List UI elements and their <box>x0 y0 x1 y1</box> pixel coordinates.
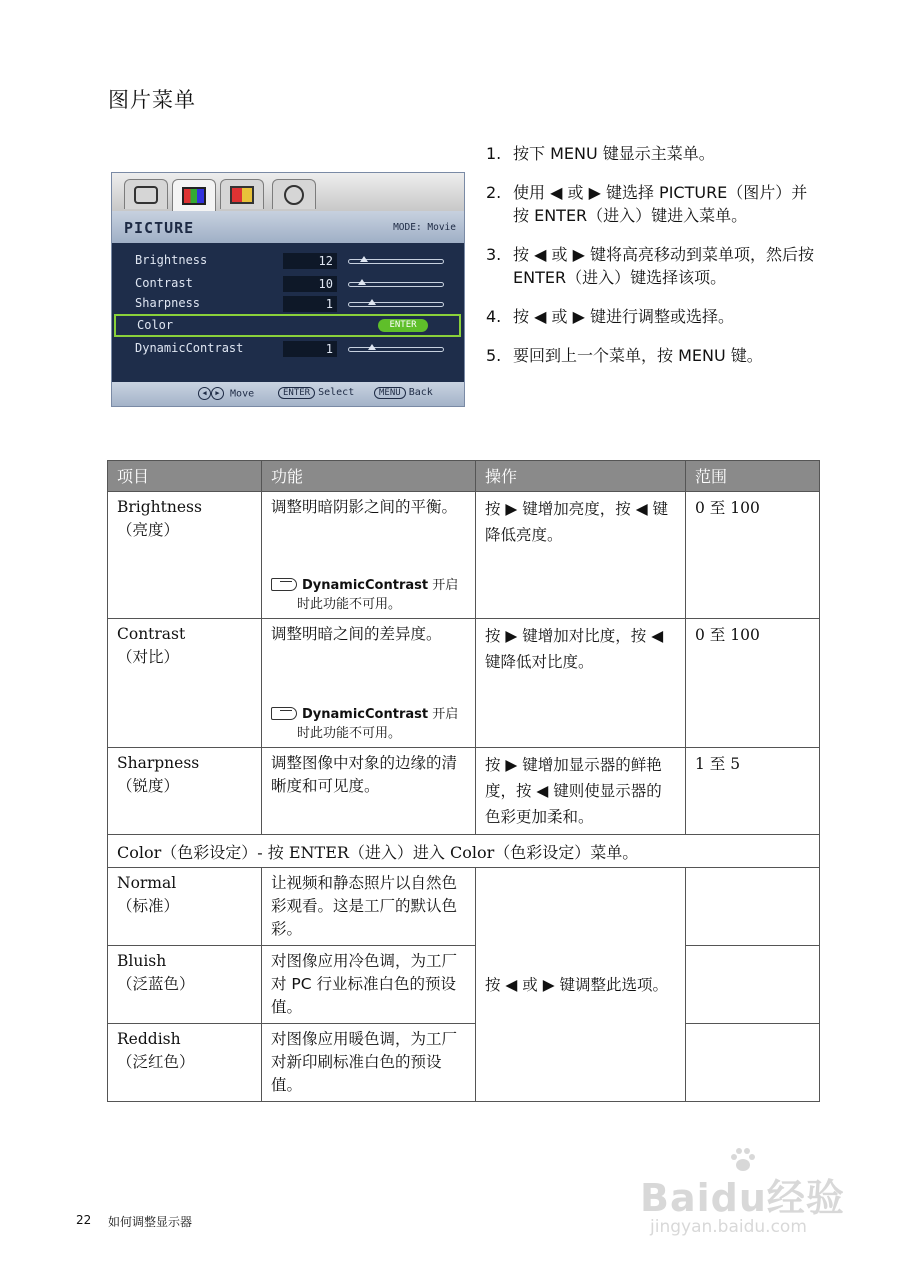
function-cell <box>262 619 476 748</box>
function-cell: 让视频和静态照片以自然色彩观看。这是工厂的默认色彩。 <box>262 868 476 946</box>
table-row-color-section <box>108 835 820 868</box>
step-item <box>486 305 816 328</box>
instruction-steps <box>486 142 816 383</box>
note-text-line2: 时此功能不可用。 <box>297 726 402 741</box>
footer-section-title: 如何调整显示器 <box>108 1215 193 1229</box>
step-item <box>486 243 816 289</box>
operation-cell: 按 ▶ 键增加对比度，按 ◀ 键降低对比度。 <box>476 619 686 748</box>
osd-row-contrast <box>112 274 464 294</box>
osd-row-label: Sharpness <box>135 296 201 310</box>
watermark-url: jingyan.baidu.com <box>650 1217 807 1237</box>
osd-row-label: Brightness <box>135 253 208 267</box>
color-section-cell: Color（色彩设定）- 按 ENTER（进入）进入 Color（色彩设定）菜单。 <box>108 835 820 868</box>
osd-enter-badge: ENTER <box>378 319 428 332</box>
picture-tab-icon <box>172 179 216 212</box>
osd-row-color <box>114 314 461 337</box>
operation-cell: 按 ▶ 键增加显示器的鲜艳度，按 ◀ 键则使显示器的色彩更加柔和。 <box>476 748 686 835</box>
item-name: Normal <box>117 874 177 892</box>
menu-button-icon: MENU <box>374 387 406 399</box>
table-row <box>108 748 820 835</box>
item-name: Brightness <box>117 498 202 516</box>
page-title: 图片菜单 <box>108 88 196 112</box>
item-name-cn: （亮度） <box>117 521 180 539</box>
step-number: 4. <box>486 307 502 326</box>
table-row <box>108 1024 820 1102</box>
operation-cell: 按 ◀ 或 ▶ 键调整此选项。 <box>476 868 686 1102</box>
watermark-brand: Baidu经验 <box>640 1176 845 1220</box>
right-arrow-icon: ▶ <box>211 387 224 400</box>
osd-slider <box>348 282 444 287</box>
osd-slider <box>348 259 444 264</box>
osd-menu-title: PICTURE <box>124 219 195 237</box>
item-cell <box>108 492 262 619</box>
osd-slider-thumb <box>368 299 376 305</box>
range-cell: 0 至 100 <box>686 492 820 619</box>
function-cell <box>262 492 476 619</box>
range-cell: 0 至 100 <box>686 619 820 748</box>
header-range: 范围 <box>686 461 820 492</box>
left-arrow-icon: ◀ <box>198 387 211 400</box>
osd-row-dynamic-contrast <box>112 339 464 359</box>
item-name: Bluish <box>117 952 167 970</box>
osd-footer <box>112 382 464 406</box>
note-text: 开启 <box>428 707 459 722</box>
item-name: Contrast <box>117 625 186 643</box>
range-cell <box>686 868 820 946</box>
osd-row-sharpness <box>112 294 464 314</box>
item-name-cn: （泛红色） <box>117 1053 195 1071</box>
osd-row-value: 1 <box>283 341 337 357</box>
osd-menu-body <box>112 243 464 383</box>
header-item: 项目 <box>108 461 262 492</box>
osd-slider-thumb <box>368 344 376 350</box>
step-number: 5. <box>486 346 502 365</box>
osd-slider <box>348 302 444 307</box>
osd-select-label: Select <box>318 387 355 398</box>
step-number: 2. <box>486 183 502 202</box>
note-text-line2: 时此功能不可用。 <box>297 597 402 612</box>
step-text: 按 ◀ 或 ▶ 键将高亮移动到菜单项，然后按 ENTER（进入）键选择该项。 <box>513 245 814 287</box>
osd-tab-bar <box>112 173 464 211</box>
step-item <box>486 344 816 367</box>
osd-screenshot <box>111 172 465 407</box>
osd-slider-thumb <box>360 256 368 262</box>
osd-header <box>112 211 464 243</box>
step-number: 1. <box>486 144 502 163</box>
pointing-hand-icon <box>271 578 297 591</box>
system-tab-icon <box>272 179 316 209</box>
function-cell: 对图像应用暖色调，为工厂对新印刷标准白色的预设值。 <box>262 1024 476 1102</box>
osd-row-label: Contrast <box>135 276 193 290</box>
picture-settings-table <box>107 460 820 1102</box>
osd-footer-select <box>278 387 354 399</box>
note <box>271 705 458 743</box>
note-bold: DynamicContrast <box>302 707 429 722</box>
item-name-cn: （对比） <box>117 648 180 666</box>
item-cell <box>108 1024 262 1102</box>
table-header-row <box>108 461 820 492</box>
osd-mode-label: MODE: Movie <box>393 222 456 233</box>
item-cell <box>108 946 262 1024</box>
item-cell <box>108 619 262 748</box>
table-row <box>108 868 820 946</box>
osd-row-brightness <box>112 251 464 271</box>
item-name: Sharpness <box>117 754 200 772</box>
function-cell: 调整图像中对象的边缘的清晰度和可见度。 <box>262 748 476 835</box>
osd-row-label: Color <box>137 318 174 332</box>
range-cell <box>686 946 820 1024</box>
range-cell <box>686 1024 820 1102</box>
header-function: 功能 <box>262 461 476 492</box>
note <box>271 576 458 614</box>
function-cell: 对图像应用冷色调，为工厂对 PC 行业标准白色的预设值。 <box>262 946 476 1024</box>
step-text: 使用 ◀ 或 ▶ 键选择 PICTURE（图片）并按 ENTER（进入）键进入菜单。 <box>513 183 808 225</box>
enter-button-icon: ENTER <box>278 387 315 399</box>
display-tab-icon <box>124 179 168 209</box>
osd-row-value: 1 <box>283 296 337 312</box>
osd-back-label: Back <box>408 387 433 398</box>
baidu-watermark <box>640 1145 860 1245</box>
operation-cell: 按 ▶ 键增加亮度，按 ◀ 键降低亮度。 <box>476 492 686 619</box>
step-item <box>486 142 816 165</box>
item-name-cn: （标准） <box>117 897 180 915</box>
table-row <box>108 946 820 1024</box>
osd-footer-move <box>198 387 254 400</box>
note-bold: DynamicContrast <box>302 578 429 593</box>
osd-slider-thumb <box>358 279 366 285</box>
step-number: 3. <box>486 245 502 264</box>
item-cell <box>108 868 262 946</box>
osd-slider <box>348 347 444 352</box>
range-cell: 1 至 5 <box>686 748 820 835</box>
step-text: 要回到上一个菜单，按 MENU 键。 <box>513 346 763 365</box>
item-name-cn: （泛蓝色） <box>117 975 195 993</box>
function-text: 调整明暗阴影之间的平衡。 <box>271 498 458 516</box>
osd-row-label: DynamicContrast <box>135 341 244 355</box>
step-text: 按 ◀ 或 ▶ 键进行调整或选择。 <box>513 307 734 326</box>
note-text: 开启 <box>428 578 459 593</box>
osd-footer-back <box>374 387 433 399</box>
item-name-cn: （锐度） <box>117 777 180 795</box>
item-cell <box>108 748 262 835</box>
pointing-hand-icon <box>271 707 297 720</box>
function-text: 调整明暗之间的差异度。 <box>271 625 442 643</box>
osd-move-label: Move <box>230 388 255 400</box>
osd-row-value: 12 <box>283 253 337 269</box>
item-name: Reddish <box>117 1030 181 1048</box>
table-row <box>108 492 820 619</box>
osd-row-value: 10 <box>283 276 337 292</box>
picture-advanced-tab-icon <box>220 179 264 209</box>
step-text: 按下 MENU 键显示主菜单。 <box>513 144 715 163</box>
page-number: 22 <box>76 1213 92 1227</box>
table-row <box>108 619 820 748</box>
header-operation: 操作 <box>476 461 686 492</box>
step-item <box>486 181 816 227</box>
